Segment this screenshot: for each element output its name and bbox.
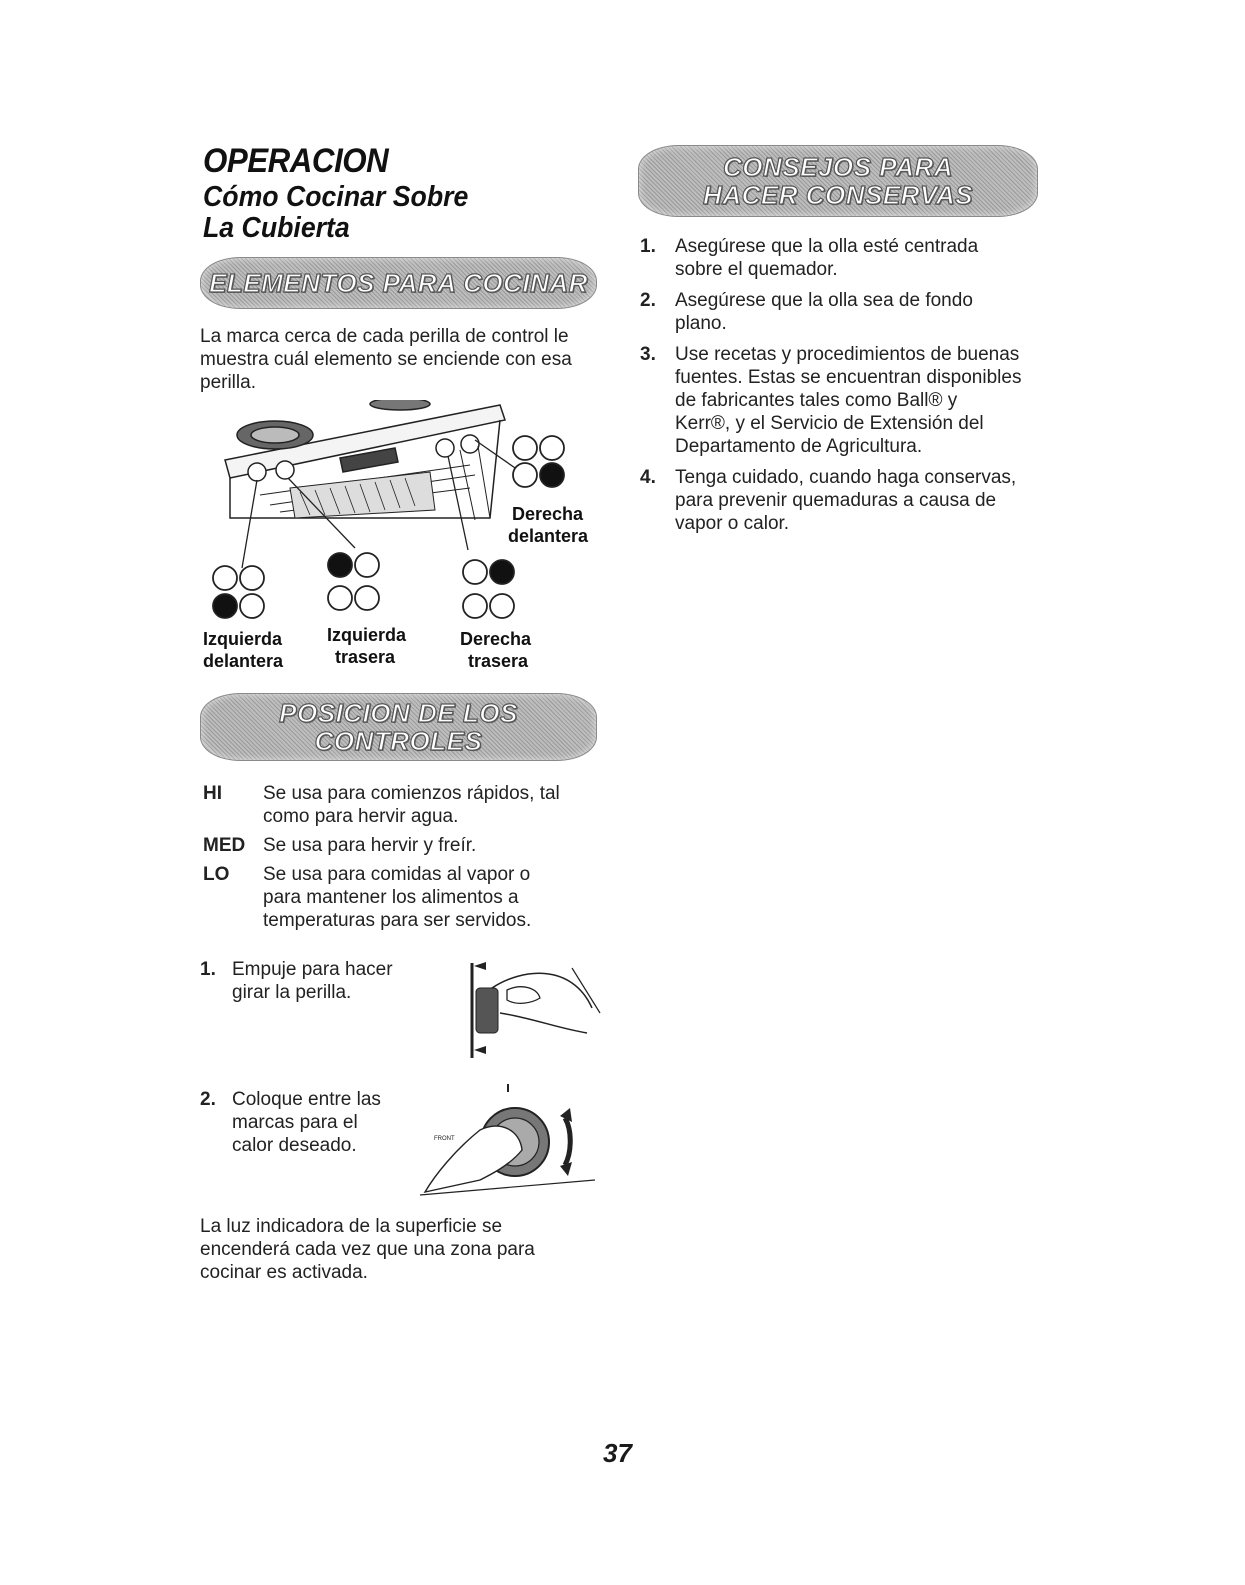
tip-2-line2: plano.	[675, 313, 727, 334]
step-1-number: 1.	[200, 959, 216, 980]
tip-3-line1: Use recetas y procedimientos de buenas	[675, 344, 1020, 365]
label-right-front-line2: delantera	[508, 526, 589, 546]
step-2-line2: marcas para el	[232, 1112, 358, 1133]
tips-list	[640, 235, 1050, 535]
setting-lo-line1: Se usa para comidas al vapor o	[263, 864, 531, 885]
banner-posicion-line1: POSICION DE LOS	[279, 698, 518, 728]
push-knob-illustration	[462, 958, 612, 1063]
setting-hi-line2: como para hervir agua.	[263, 806, 459, 827]
tip-1-number: 1.	[640, 236, 656, 257]
tip-4-number: 4.	[640, 467, 656, 488]
tip-3	[640, 343, 1050, 458]
indicator-paragraph	[200, 1215, 620, 1284]
turn-knob-illustration	[410, 1080, 600, 1200]
setting-lo-line3: temperaturas para ser servidos.	[263, 910, 532, 931]
right-front-indicator-icon	[513, 436, 564, 487]
banner-posicion	[200, 693, 597, 761]
settings-list	[203, 782, 603, 932]
label-right-rear	[460, 628, 531, 672]
section-title: OPERACION	[203, 142, 389, 180]
label-left-front-line2: delantera	[203, 651, 284, 671]
setting-med-line1: Se usa para hervir y freír.	[263, 835, 477, 856]
tip-4-line2: para prevenir quemaduras a causa de	[675, 490, 997, 511]
left-rear-indicator-icon	[328, 553, 379, 610]
subtitle-line-1: Cómo Cocinar Sobre	[203, 181, 469, 213]
step-1-line2: girar la perilla.	[232, 982, 352, 1003]
indicator-line1: La luz indicadora de la superficie se	[200, 1216, 503, 1237]
step-2-line3: calor deseado.	[232, 1135, 357, 1156]
label-right-front	[508, 503, 588, 547]
left-front-indicator-icon	[213, 566, 264, 618]
tip-2	[640, 289, 1050, 335]
setting-med-term: MED	[203, 835, 246, 856]
banner-posicion-line2: CONTROLES	[314, 726, 483, 756]
intro-paragraph: La marca cerca de cada perilla de control le muestra cuál elemento se enciende con esa perilla.	[200, 326, 572, 393]
tip-4	[640, 466, 1050, 535]
tip-3-line4: Kerr®, y el Servicio de Extensión del	[675, 413, 984, 434]
banner-elementos-text: ELEMENTOS PARA COCINAR	[209, 268, 588, 298]
step-2	[200, 1088, 381, 1157]
label-left-front-line1: Izquierda	[203, 629, 283, 649]
tip-2-line1: Asegúrese que la olla sea de fondo	[675, 290, 973, 311]
tip-3-line2: fuentes. Estas se encuentran disponibles	[675, 367, 1022, 388]
setting-hi-line1: Se usa para comienzos rápidos, tal	[263, 783, 560, 804]
label-left-rear-line1: Izquierda	[327, 625, 407, 645]
setting-hi	[203, 782, 603, 828]
tip-3-line5: Departamento de Agricultura.	[675, 436, 923, 457]
banner-consejos-line1: CONSEJOS PARA	[723, 152, 953, 182]
setting-med	[203, 834, 603, 857]
tip-2-number: 2.	[640, 290, 656, 311]
indicator-line3: cocinar es activada.	[200, 1262, 368, 1283]
label-right-rear-line1: Derecha	[460, 629, 532, 649]
step-1-line1: Empuje para hacer	[232, 959, 393, 980]
right-rear-indicator-icon	[463, 560, 514, 618]
label-left-rear	[327, 624, 406, 668]
label-left-front	[203, 628, 283, 672]
step-1	[200, 958, 393, 1004]
setting-lo	[203, 863, 603, 932]
indicator-line2: encenderá cada vez que una zona para	[200, 1239, 535, 1260]
step-2-line1: Coloque entre las	[232, 1089, 381, 1110]
section-subtitle	[203, 182, 468, 244]
tip-1-line1: Asegúrese que la olla esté centrada	[675, 236, 979, 257]
stove-illustration	[225, 400, 505, 520]
setting-lo-line2: para mantener los alimentos a	[263, 887, 519, 908]
page-number: 37	[603, 1438, 632, 1468]
banner-elementos	[200, 257, 597, 309]
label-left-rear-line2: trasera	[335, 647, 396, 667]
label-right-front-line1: Derecha	[512, 504, 584, 524]
tip-3-line3: de fabricantes tales como Ball® y	[675, 390, 958, 411]
step-2-number: 2.	[200, 1089, 216, 1110]
banner-consejos-line2: HACER CONSERVAS	[703, 180, 973, 210]
banner-consejos	[638, 145, 1038, 217]
subtitle-line-2: La Cubierta	[203, 212, 350, 244]
label-right-rear-line2: trasera	[468, 651, 529, 671]
setting-lo-term: LO	[203, 864, 230, 885]
tip-4-line3: vapor o calor.	[675, 513, 790, 534]
tip-3-number: 3.	[640, 344, 656, 365]
tip-1-line2: sobre el quemador.	[675, 259, 838, 280]
setting-hi-term: HI	[203, 783, 222, 804]
tip-1	[640, 235, 1050, 281]
tip-4-line1: Tenga cuidado, cuando haga conservas,	[675, 467, 1017, 488]
svg-text:FRONT: FRONT	[434, 1136, 455, 1142]
